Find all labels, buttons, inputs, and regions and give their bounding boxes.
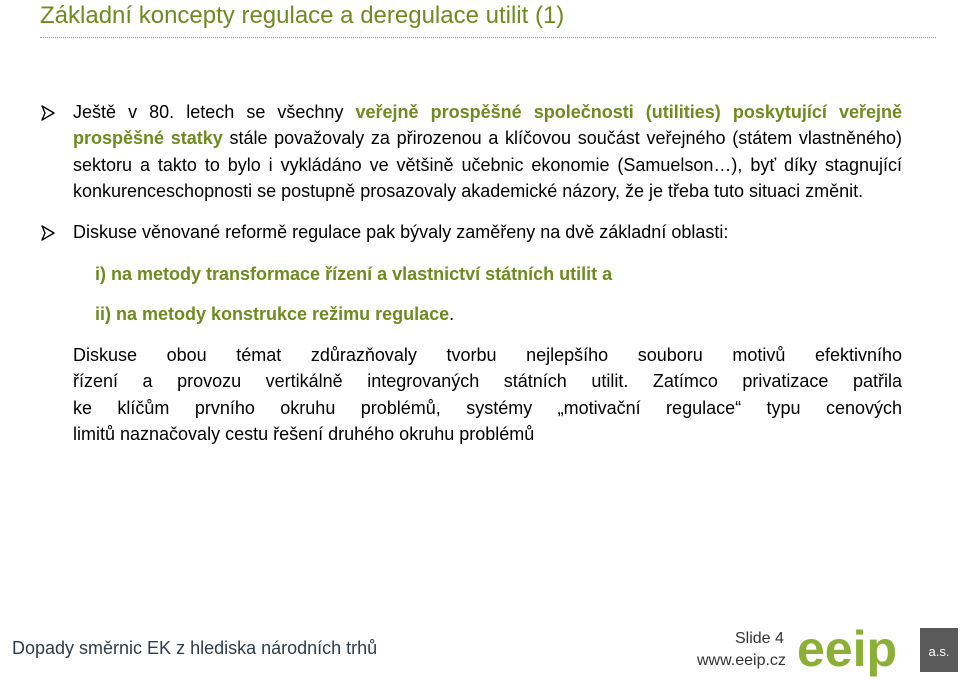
slide-content [40, 99, 902, 448]
slide-title: Základní koncepty regulace a deregulace utilit (1) [40, 2, 565, 29]
bullet-2 [40, 219, 902, 245]
footer-text: Dopady směrnic EK z hlediska národních trhů [12, 638, 378, 658]
paragraph-line-4: limitů naznačovaly cestu řešení druhého okruhu problémů [73, 424, 535, 445]
sub-item-2 [40, 302, 902, 326]
bullet-1-text-a: Ještě v 80. letech se všechny [73, 102, 356, 122]
paragraph-line-1: Diskuse obou témat zdůrazňovaly tvorbu nejlepšího souboru motivů efektivního [73, 345, 902, 366]
sub-item-2-text: ii) na metody konstrukce režimu regulace [95, 304, 450, 325]
paragraph-line-3: ke klíčům prvního okruhu problémů, systémy „motivační regulace“ typu cenových [73, 397, 902, 418]
sub-item-2-period: . [449, 304, 455, 325]
logo-suffix: a.s. [928, 644, 950, 659]
logo-wordmark: eeip [797, 622, 898, 677]
title-divider [40, 37, 936, 38]
eeip-logo [795, 622, 960, 680]
website-link[interactable]: www.eeip.cz [697, 652, 786, 669]
bullet-1-highlight: veřejně prospěšné společnosti (utilities) poskytující veřejně prospěšné statky [73, 102, 902, 149]
paragraph-line-2: řízení a provozu vertikálně integrovaných státních utilit. Zatímco privatizace patřila [73, 371, 902, 392]
arrow-bullet-icon [40, 225, 56, 241]
sub-item-1: i) na metody transformace řízení a vlastnictví státních utilit a [95, 264, 613, 285]
bullet-1-text-c: stále považovaly za přirozenou a klíčovou součást veřejného (státem vlastněného) sektoru a takto to bylo i vykládáno ve většině učebnic ekonomie (Samuelson…), byť díky stagnující konkurenceschopnosti se postupně prosazovaly akademické názory, že je třeba tuto situaci změnit. [73, 128, 902, 202]
bullet-2-text: Diskuse věnované reformě regulace pak bývaly zaměřeny na dvě základní oblasti: [73, 221, 729, 242]
arrow-bullet-icon [40, 105, 56, 121]
bullet-1 [40, 99, 902, 205]
slide-number: Slide 4 [735, 630, 784, 647]
